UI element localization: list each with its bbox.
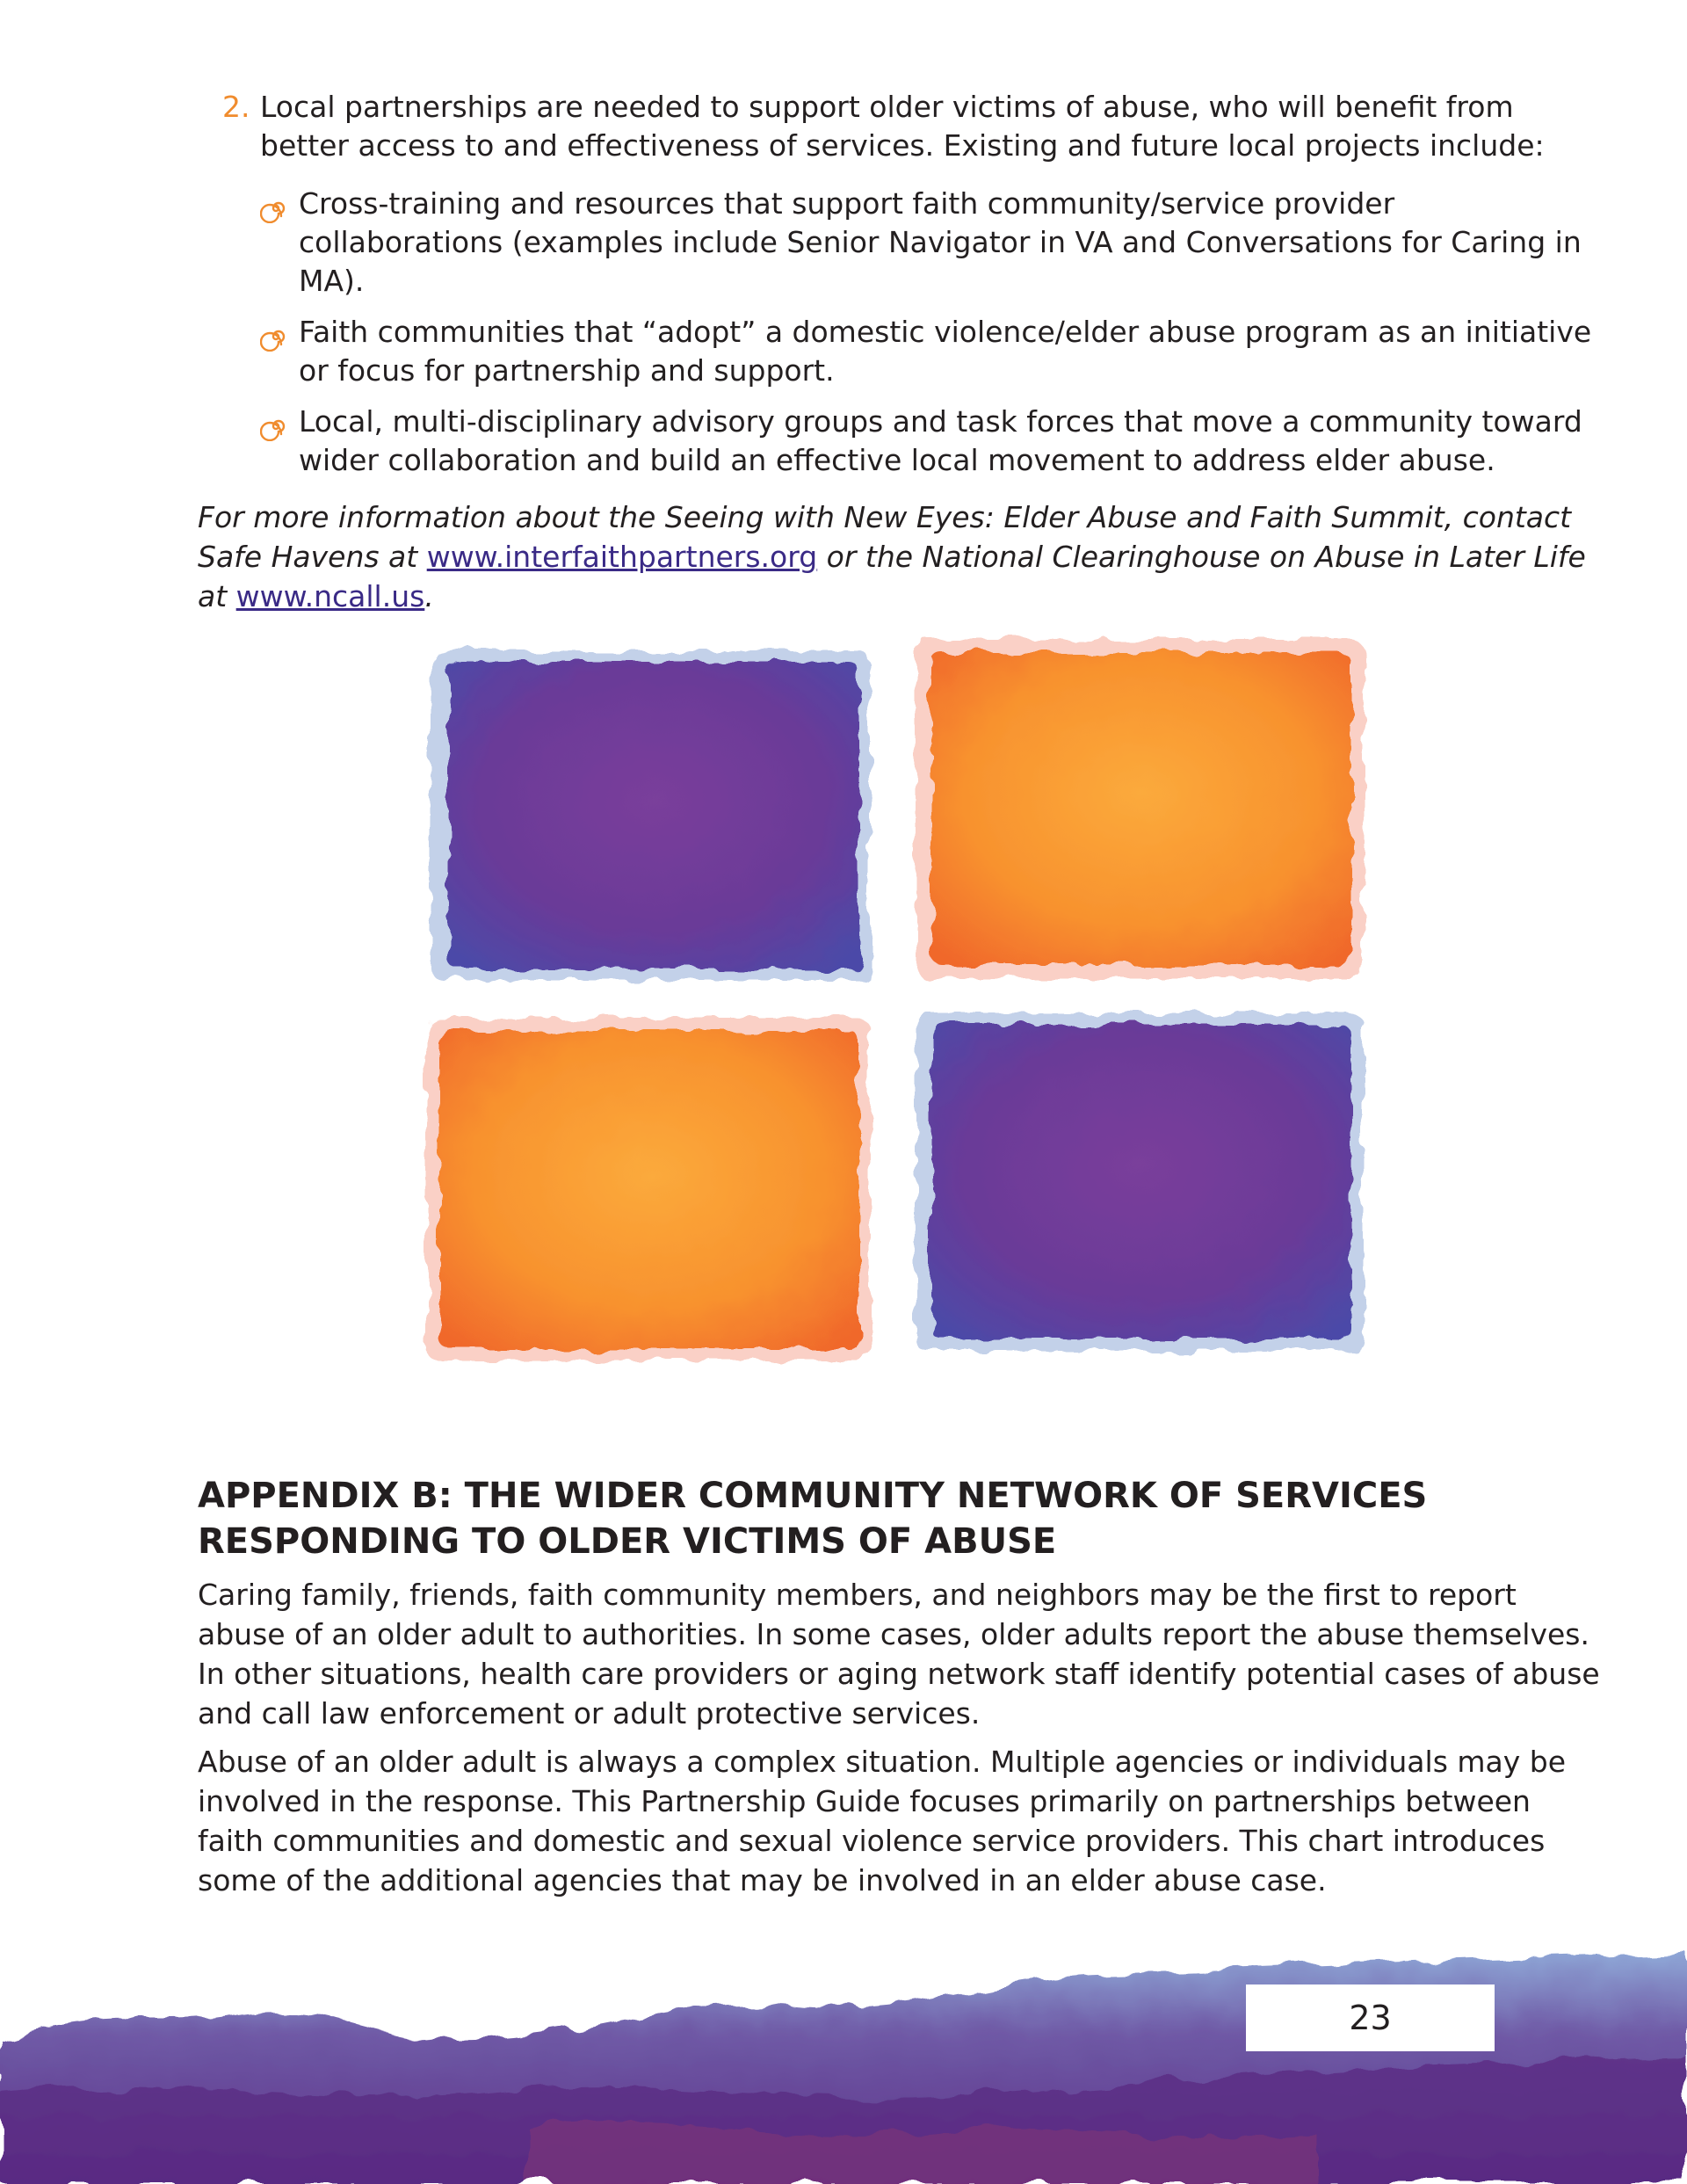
- item-number: 2.: [222, 90, 250, 124]
- list-item: [198, 185, 1604, 301]
- info-text-part: .: [424, 579, 434, 613]
- list-item: [198, 313, 1604, 390]
- heading-line-2: RESPONDING TO OLDER VICTIMS OF ABUSE: [198, 1521, 1057, 1562]
- page-number: 23: [1246, 1984, 1495, 2051]
- orange-square-top-right-core: [931, 653, 1351, 965]
- appendix-paragraph-1: Caring family, friends, faith community members, and neighbors may be the first to report abuse of an older adult to authorities. In some cases, older adults report the abuse themselves. In other situations, health care providers or aging network staff identify potential cases of abuse and call law enforcement or adult protective services.: [198, 1578, 1600, 1731]
- info-text-part: For more information about the Seeing with New Eyes: Elder Abuse and Faith Summit, contact Safe Havens at: [198, 500, 1572, 574]
- body-content: [198, 88, 1604, 616]
- sub-list: [198, 185, 1604, 480]
- spiral-icon: [260, 320, 292, 352]
- watercolor-cross-art: [413, 631, 1379, 1374]
- item-text: Local partnerships are needed to support older victims of abuse, who will benefit from better access to and effectiveness of services. Existing and future local projects include:: [260, 90, 1545, 163]
- orange-square-bottom-left-core: [439, 1031, 859, 1349]
- numbered-item-2: [198, 88, 1604, 165]
- info-text-part: or the National Clearinghouse on Abuse in Later Life at: [198, 540, 1586, 613]
- spiral-icon: [260, 410, 292, 441]
- list-item: [198, 403, 1604, 480]
- ncall-link[interactable]: www.ncall.us: [235, 579, 425, 613]
- watercolor-footer-band: [0, 1942, 1687, 2184]
- heading-line-1: APPENDIX B: THE WIDER COMMUNITY NETWORK OF SERVICES: [198, 1476, 1428, 1516]
- more-info-text: [198, 497, 1604, 616]
- purple-square-top-left-core: [448, 662, 859, 969]
- interfaithpartners-link[interactable]: www.interfaithpartners.org: [426, 540, 818, 574]
- list-item-text: Local, multi-disciplinary advisory groups and task forces that move a community toward wider collaboration and build an effective local movement to address elder abuse.: [299, 404, 1582, 477]
- appendix-paragraph-2: Abuse of an older adult is always a complex situation. Multiple agencies or individuals may be involved in the response. This Partnership Guide focuses primarily on partnerships between faith communities and domestic and sexual violence service providers. This chart introduces some of the additional agencies that may be involved in an elder abuse case.: [198, 1745, 1567, 1897]
- list-item-text: Faith communities that “adopt” a domestic violence/elder abuse program as an initiative or focus for partnership and support.: [299, 315, 1592, 388]
- purple-square-bottom-right-core: [931, 1025, 1351, 1339]
- list-item-text: Cross-training and resources that support faith community/service provider collaborations (examples include Senior Navigator in VA and Conversations for Caring in MA).: [299, 186, 1582, 298]
- spiral-icon: [260, 192, 292, 223]
- appendix-heading: [198, 1473, 1604, 1564]
